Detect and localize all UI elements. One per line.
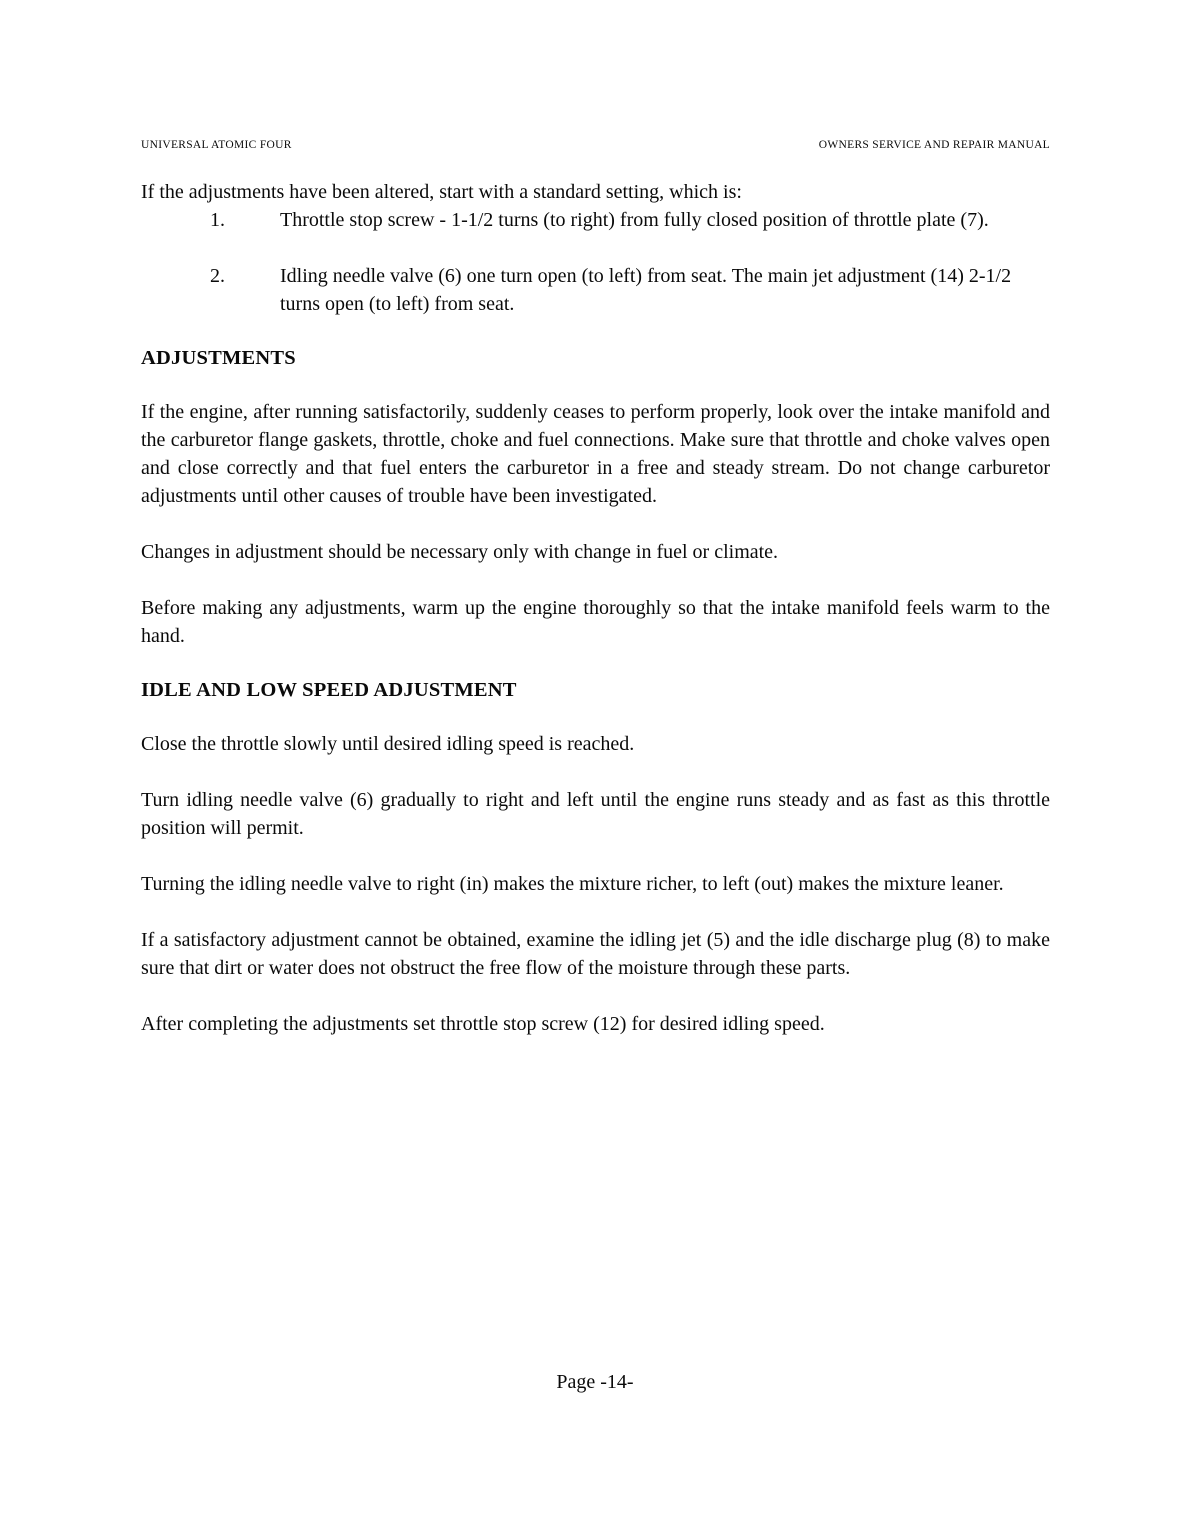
page-number: Page -14- [556, 1371, 634, 1393]
paragraph: Changes in adjustment should be necessary only with change in fuel or climate. [141, 541, 779, 563]
list-item-2 [141, 262, 1016, 318]
list-item-2-number: 2. [210, 265, 225, 287]
paragraph: If a satisfactory adjustment cannot be obtained, examine the idling jet (5) and the idle discharge plug (8) to make sure that dirt or water does not obstruct the free flow of the moisture through these parts. [141, 929, 1050, 979]
list-item-1 [141, 206, 1016, 234]
running-header [141, 139, 1050, 152]
header-right-title: OWNERS SERVICE AND REPAIR MANUAL [818, 139, 1050, 151]
section-heading-idle-low-speed: IDLE AND LOW SPEED ADJUSTMENT [141, 679, 517, 701]
header-left-title: UNIVERSAL ATOMIC FOUR [141, 139, 292, 151]
list-item-1-text: Throttle stop screw - 1-1/2 turns (to right) from fully closed position of throttle plate (7). [280, 209, 989, 231]
section-heading-adjustments: ADJUSTMENTS [141, 347, 296, 369]
page-footer [0, 1368, 1190, 1396]
paragraph: Before making any adjustments, warm up the engine thoroughly so that the intake manifold feels warm to the hand. [141, 597, 1050, 647]
list-item-1-number: 1. [210, 209, 225, 231]
paragraph: Turn idling needle valve (6) gradually to right and left until the engine runs steady and as fast as this throttle position will permit. [141, 789, 1050, 839]
paragraph: After completing the adjustments set throttle stop screw (12) for desired idling speed. [141, 1013, 825, 1035]
paragraph: If the engine, after running satisfactorily, suddenly ceases to perform properly, look over the intake manifold and the carburetor flange gaskets, throttle, choke and fuel connections. Make sure that throttle and choke valves open and close correctly and that fuel enters the carburetor in a free and steady stream. Do not change carburetor adjustments until other causes of trouble have been investigated. [141, 401, 1050, 507]
paragraph: Close the throttle slowly until desired idling speed is reached. [141, 733, 635, 755]
list-item-2-text: Idling needle valve (6) one turn open (to left) from seat. The main jet adjustment (14) 2-1/2 turns open (to left) from seat. [280, 265, 1012, 315]
intro-paragraph: If the adjustments have been altered, start with a standard setting, which is: [141, 181, 742, 203]
paragraph: Turning the idling needle valve to right (in) makes the mixture richer, to left (out) makes the mixture leaner. [141, 873, 1004, 895]
